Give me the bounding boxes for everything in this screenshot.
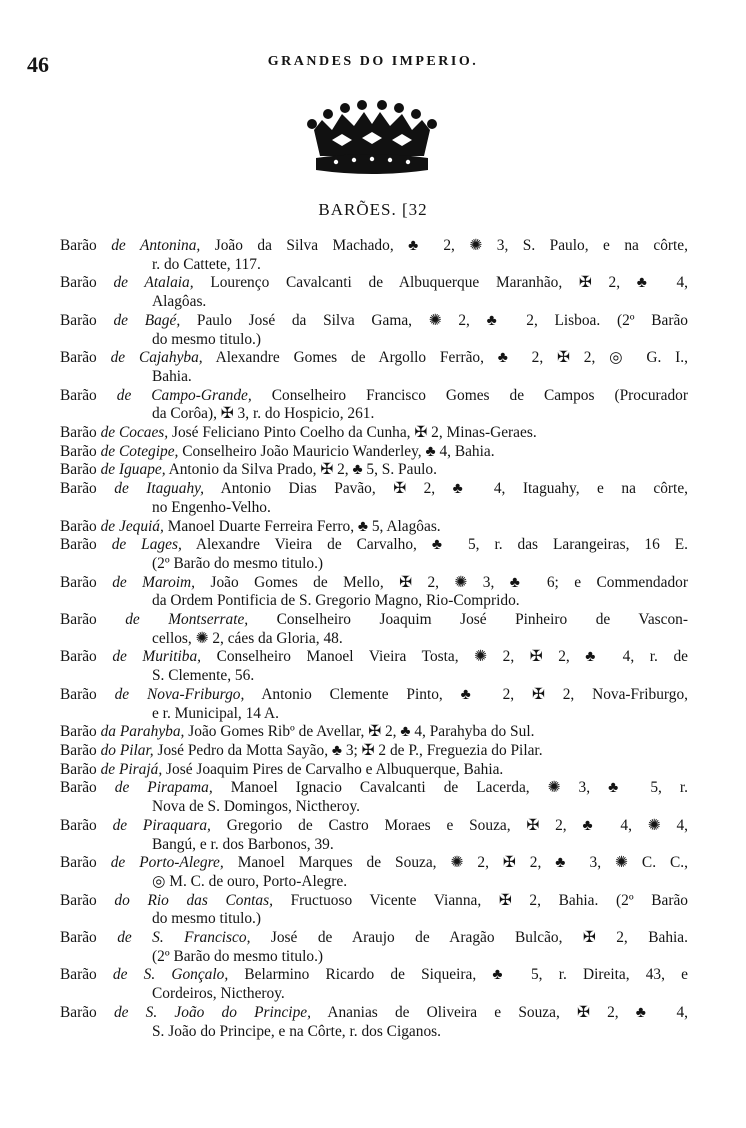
barao-entry [60, 574, 688, 611]
entry-first-line [60, 387, 688, 406]
entry-title: de Atalaia, [113, 274, 194, 292]
entry-text: José Joaquim Pires de Carvalho e Albuquerque, Bahia. [166, 760, 504, 778]
entry-continuation-line [60, 1023, 688, 1042]
entry-text: Antonio Clemente Pinto, ♣ 2, ✠ 2, Nova-Friburgo, [261, 685, 688, 703]
entry-label: Barão [60, 611, 97, 629]
entry-title: do Rio das Contas, [114, 891, 273, 909]
entry-label: Barão [60, 386, 97, 404]
entry-continuation-line [60, 331, 688, 350]
entry-label: Barão [60, 854, 97, 872]
entry-text: ◎ M. C. de ouro, Porto-Alegre. [152, 872, 348, 890]
entry-text: Gregorio de Castro Moraes e Souza, ✠ 2, ♣ 4, ✺ 4, [226, 816, 688, 834]
page-number: 46 [27, 52, 49, 77]
barao-entry [60, 312, 688, 349]
entry-continuation-line [60, 705, 688, 724]
entry-first-line [60, 742, 688, 761]
entry-text: do mesmo titulo.) [152, 330, 262, 348]
entry-title: de Pirapama, [114, 779, 213, 797]
entry-first-line [60, 611, 688, 630]
entry-text: Manoel Marques de Souza, ✺ 2, ✠ 2, ♣ 3, ✺ C. C., [237, 854, 688, 872]
entry-text: Paulo José da Silva Gama, ✺ 2, ♣ 2, Lisboa. (2º Barão [196, 311, 688, 329]
entry-text: da Corôa), ✠ 3, r. do Hospicio, 261. [152, 405, 375, 423]
barao-entry [60, 611, 688, 648]
entry-title: de Cocaes, [100, 424, 169, 442]
entry-first-line [60, 966, 688, 985]
entry-label: Barão [60, 760, 97, 778]
entry-text: (2º Barão do mesmo titulo.) [152, 947, 324, 965]
entry-text: Nova de S. Domingos, Nictheroy. [152, 798, 361, 816]
barao-entry [60, 518, 688, 537]
entry-text: Cordeiros, Nictheroy. [152, 985, 285, 1003]
entry-text: (2º Barão do mesmo titulo.) [152, 554, 324, 572]
barao-entry [60, 892, 688, 929]
entry-first-line [60, 929, 688, 948]
entry-continuation-line [60, 630, 688, 649]
barao-entry [60, 854, 688, 891]
entry-first-line [60, 536, 688, 555]
barao-entry [60, 761, 688, 780]
barao-entry [60, 349, 688, 386]
entry-label: Barão [60, 237, 97, 254]
entry-title: de Lages, [111, 536, 182, 554]
entry-text: Conselheiro Francisco Gomes de Campos (Procurador [271, 386, 688, 404]
entry-continuation-line [60, 592, 688, 611]
entry-first-line [60, 892, 688, 911]
entry-text: João da Silva Machado, ♣ 2, ✺ 3, S. Paulo, e na côrte, [214, 237, 688, 254]
entry-text: João Gomes de Mello, ✠ 2, ✺ 3, ♣ 6; e Commendador [210, 573, 688, 591]
entry-text: r. do Cattete, 117. [152, 255, 261, 273]
entry-continuation-line [60, 405, 688, 424]
entry-title: de Pirajá, [100, 760, 163, 778]
barao-entry [60, 648, 688, 685]
entry-text: Ananias de Oliveira e Souza, ✠ 2, ♣ 4, [327, 1003, 688, 1021]
entry-text: Fructuoso Vicente Vianna, ✠ 2, Bahia. (2º Barão [290, 891, 688, 909]
entry-label: Barão [60, 311, 97, 329]
entry-first-line [60, 237, 688, 256]
entry-title: de Antonina, [111, 237, 201, 254]
entry-title: de Cajahyba, [110, 349, 203, 367]
barao-entry [60, 237, 688, 274]
entry-title: de Iguape, [100, 461, 166, 479]
entry-label: Barão [60, 723, 97, 741]
entry-title: de S. Gonçalo, [112, 966, 229, 984]
entry-text: João Gomes Ribº de Avellar, ✠ 2, ♣ 4, Parahyba do Sul. [188, 723, 535, 741]
entry-text: Lourenço Cavalcanti de Albuquerque Maranhão, ✠ 2, ♣ 4, [210, 274, 688, 292]
entry-first-line [60, 461, 688, 480]
entry-continuation-line [60, 836, 688, 855]
barao-entry [60, 966, 688, 1003]
barao-entry [60, 461, 688, 480]
entry-text: José Pedro da Motta Sayão, ♣ 3; ✠ 2 de P., Freguezia do Pilar. [157, 741, 543, 759]
section-heading: BARÕES. [32 [318, 200, 428, 219]
barao-entry [60, 387, 688, 424]
entry-title: de Jequiá, [100, 517, 164, 535]
barao-entry [60, 480, 688, 517]
crown-icon [302, 96, 442, 178]
entry-label: Barão [60, 966, 97, 984]
entry-title: de Muritiba, [112, 648, 201, 666]
entry-title: de Piraquara, [112, 816, 211, 834]
entry-label: Barão [60, 1003, 97, 1021]
entry-first-line [60, 574, 688, 593]
entry-text: no Engenho-Velho. [152, 498, 271, 516]
entry-text: Antonio da Silva Prado, ✠ 2, ♣ 5, S. Paulo. [168, 461, 437, 479]
barao-entry [60, 536, 688, 573]
entry-title: de Itaguahy, [114, 480, 204, 498]
entry-label: Barão [60, 779, 97, 797]
barao-entry [60, 274, 688, 311]
barao-entry [60, 929, 688, 966]
entry-continuation-line [60, 499, 688, 518]
entry-label: Barão [60, 274, 97, 292]
entry-first-line [60, 854, 688, 873]
entry-text: Bahia. [152, 367, 192, 385]
entry-text: cellos, ✺ 2, cáes da Gloria, 48. [152, 629, 343, 647]
entry-label: Barão [60, 480, 97, 498]
entry-first-line [60, 480, 688, 499]
entry-continuation-line [60, 293, 688, 312]
entry-title: de Porto-Alegre, [110, 854, 224, 872]
entry-first-line [60, 312, 688, 331]
entries-list [60, 237, 688, 1041]
entry-title: de Cotegipe, [100, 442, 179, 460]
entry-first-line [60, 817, 688, 836]
entry-continuation-line [60, 873, 688, 892]
entry-text: da Ordem Pontificia de S. Gregorio Magno, Rio-Comprido. [152, 592, 520, 610]
entry-title: de Nova-Friburgo, [114, 685, 245, 703]
barao-entry [60, 779, 688, 816]
entry-text: e r. Municipal, 14 A. [152, 704, 279, 722]
entry-text: do mesmo titulo.) [152, 910, 262, 928]
entry-label: Barão [60, 461, 97, 479]
entry-first-line [60, 723, 688, 742]
entry-first-line [60, 648, 688, 667]
entry-continuation-line [60, 667, 688, 686]
entry-label: Barão [60, 685, 97, 703]
entry-label: Barão [60, 349, 97, 367]
entry-first-line [60, 424, 688, 443]
entry-text: José Feliciano Pinto Coelho da Cunha, ✠ 2, Minas-Geraes. [172, 424, 537, 442]
barao-entry [60, 686, 688, 723]
entry-continuation-line [60, 798, 688, 817]
entry-label: Barão [60, 517, 97, 535]
barao-entry [60, 1004, 688, 1041]
entry-continuation-line [60, 910, 688, 929]
entry-label: Barão [60, 648, 97, 666]
barao-entry [60, 723, 688, 742]
entry-first-line [60, 274, 688, 293]
entry-title: de Campo-Grande, [116, 386, 252, 404]
entry-text: S. João do Principe, e na Côrte, r. dos Ciganos. [152, 1022, 441, 1040]
entry-first-line [60, 349, 688, 368]
entry-continuation-line [60, 368, 688, 387]
entry-text: Alexandre Gomes de Argollo Ferrão, ♣ 2, ✠ 2, ◎ G. I., [215, 349, 689, 367]
entry-first-line [60, 443, 688, 462]
entry-title: da Parahyba, [100, 723, 185, 741]
entry-label: Barão [60, 573, 97, 591]
entry-label: Barão [60, 929, 97, 947]
barao-entry [60, 424, 688, 443]
entry-text: S. Clemente, 56. [152, 667, 255, 685]
entry-text: Manoel Duarte Ferreira Ferro, ♣ 5, Alagôas. [167, 517, 441, 535]
entry-text: Manoel Ignacio Cavalcanti de Lacerda, ✺ 3, ♣ 5, r. [230, 779, 688, 797]
entry-title: de Maroim, [112, 573, 196, 591]
entry-text: José de Araujo de Aragão Bulcão, ✠ 2, Bahia. [270, 929, 688, 947]
entry-text: Conselheiro Joaquim José Pinheiro de Vascon- [276, 611, 688, 629]
running-head: GRANDES DO IMPERIO. [267, 54, 479, 69]
entry-text: Bangú, e r. dos Barbonos, 39. [152, 835, 334, 853]
entry-title: de S. João do Principe, [113, 1003, 311, 1021]
entry-text: Belarmino Ricardo de Siqueira, ♣ 5, r. Direita, 43, e [244, 966, 688, 984]
entry-title: de S. Francisco, [117, 929, 251, 947]
entry-label: Barão [60, 741, 97, 759]
entry-label: Barão [60, 816, 97, 834]
barao-entry [60, 443, 688, 462]
entry-first-line [60, 1004, 688, 1023]
entry-continuation-line [60, 256, 688, 275]
entry-text: Conselheiro Manoel Vieira Tosta, ✺ 2, ✠ 2, ♣ 4, r. de [216, 648, 688, 666]
entry-text: Alagôas. [152, 293, 207, 311]
entry-text: Conselheiro João Mauricio Wanderley, ♣ 4, Bahia. [182, 442, 495, 460]
entry-title: de Montserrate, [125, 611, 249, 629]
entry-continuation-line [60, 985, 688, 1004]
entry-label: Barão [60, 891, 97, 909]
entry-continuation-line [60, 948, 688, 967]
entry-label: Barão [60, 536, 97, 554]
entry-first-line [60, 518, 688, 537]
entry-first-line [60, 686, 688, 705]
entry-title: do Pilar, [100, 741, 154, 759]
entry-text: Alexandre Vieira de Carvalho, ♣ 5, r. das Larangeiras, 16 E. [195, 536, 688, 554]
entry-label: Barão [60, 424, 97, 442]
entry-title: de Bagé, [113, 311, 181, 329]
entry-label: Barão [60, 442, 97, 460]
entry-first-line [60, 779, 688, 798]
barao-entry [60, 817, 688, 854]
entry-text: Antonio Dias Pavão, ✠ 2, ♣ 4, Itaguahy, e na côrte, [220, 480, 688, 498]
barao-entry [60, 742, 688, 761]
entry-continuation-line [60, 555, 688, 574]
entry-first-line [60, 761, 688, 780]
